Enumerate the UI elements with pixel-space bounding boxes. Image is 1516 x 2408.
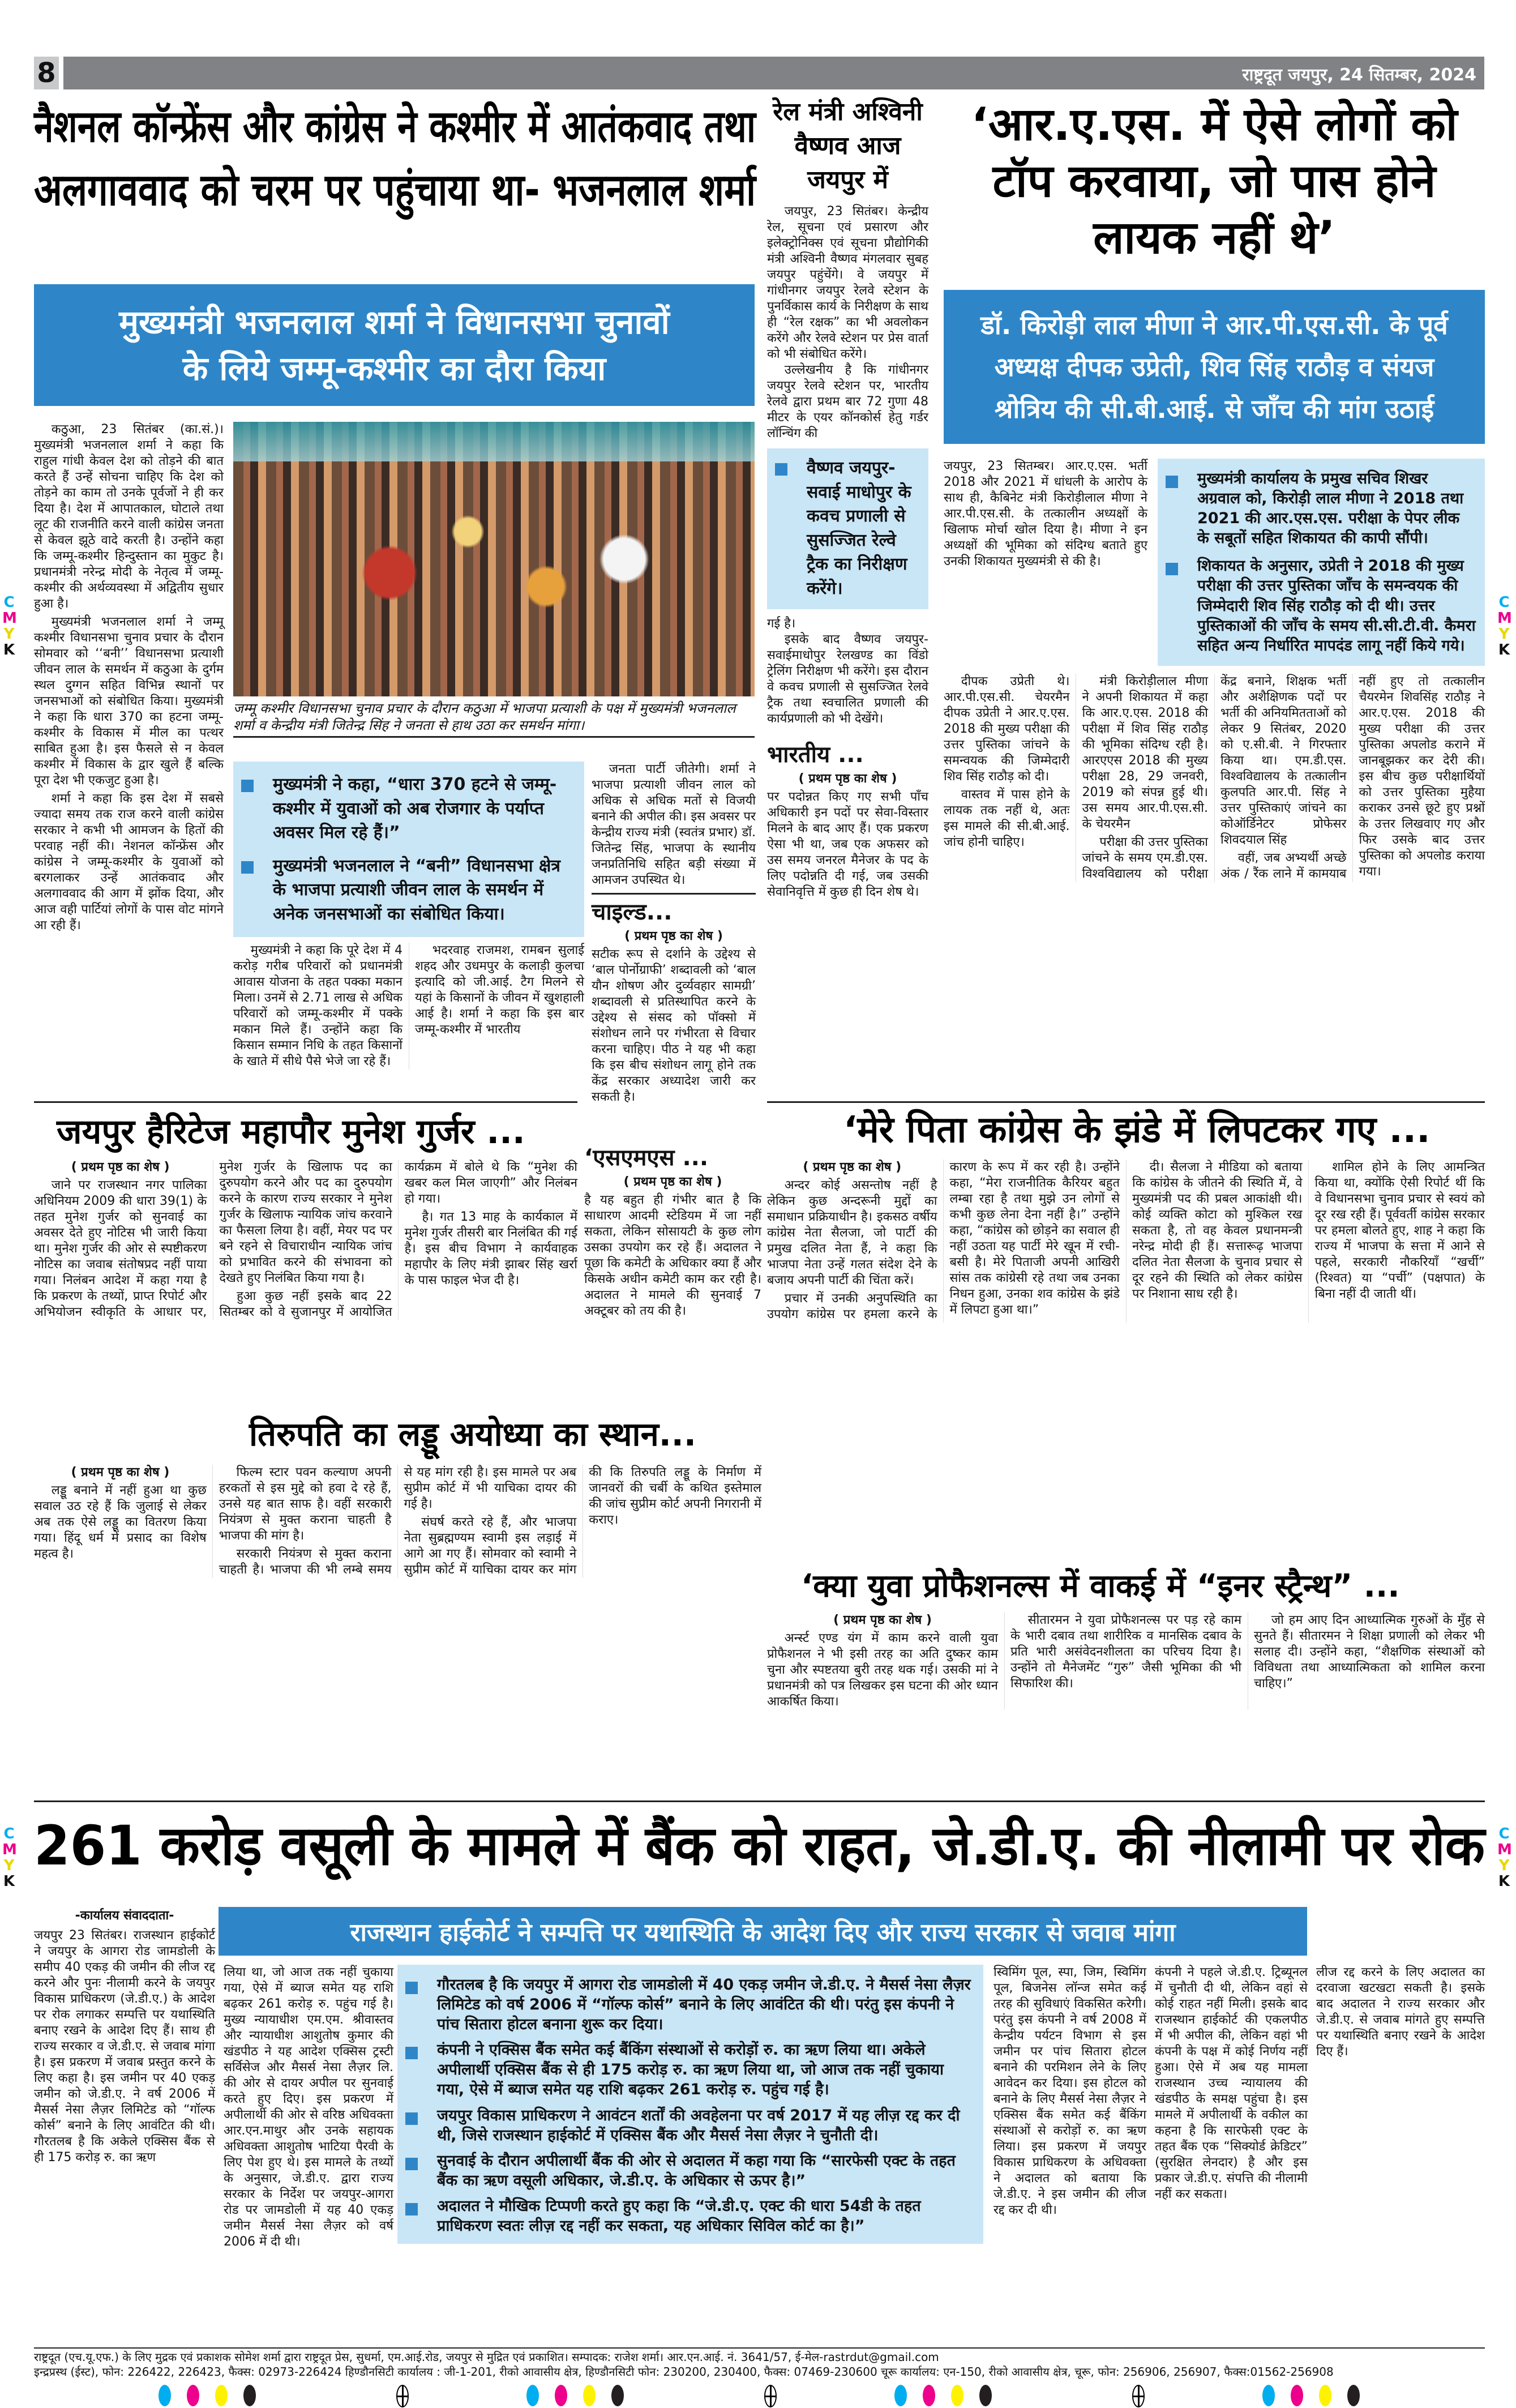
cmyk-m: M bbox=[2, 610, 17, 627]
lead-col2 bbox=[233, 943, 584, 1070]
ras-top-row bbox=[944, 459, 1485, 666]
ras-body bbox=[944, 674, 1485, 882]
registration-marks bbox=[0, 2385, 1516, 2407]
lead-col3-child-flow bbox=[592, 762, 756, 1105]
kicker: ( प्रथम पृष्ठ का शेष ) bbox=[71, 1160, 170, 1174]
ras-body-top bbox=[944, 459, 1147, 570]
caption-block bbox=[233, 700, 755, 738]
kicker: ( प्रथम पृष्ठ का शेष ) bbox=[798, 771, 897, 786]
paragraph: दीपक उप्रेती थे। आर.पी.एस.सी. चेयरमैन दीपक उप्रेती ने आर.ए.एस. 2018 की मुख्य परीक्षा की उत्तर पुस्तिका जांचने के समन्वयक की जिम्मेदारी शिव सिंह राठौड़ को दी। bbox=[944, 674, 1070, 784]
ras-flow bbox=[944, 459, 1485, 882]
paragraph: अन्दर कोई असन्तोष नहीं है लेकिन कुछ अन्दरूनी मुद्दों का समाधान प्रक्रियाधीन है। इकसठ वर्षीय कांग्रेस नेता सैलजा, जो पार्टी की प्रमुख दलित नेता हैं, ने कहा कि भाजपा नेता उन्हें गलत संदेश देने के बजाय अपनी पार्टी की चिंता करें। bbox=[767, 1178, 937, 1288]
paragraph: हुआ कुछ नहीं इसके बाद 22 सितम्बर को वे सुजानपुर में आयोजित कार्यक्रम में बोले थे कि “मुनेश की खबर कल मिल जाएगी” और निलंबन हो गया। bbox=[219, 1160, 577, 1319]
paragraph: प्रचार में उनकी अनुपस्थिति का उपयोग कांग्रेस पर हमला करने के कारण के रूप में कर रही है। उन्होंने कहा, “मेरा राजनीतिक कैरियर बहुत लम्बा रहा है तथा मुझे उन लोगों से कभी कुछ लेना देना नहीं है।” उन्होंने कहा, “कांग्रेस को छोड़ने का सवाल ही नहीं उठता यह पार्टी मेरे खून में रची-बसी है। मेरे पिताजी अपनी आखिरी सांस तक कांग्रेसी रहे तथा जब उनका निधन हुआ, उनका शव कांग्रेस के झंडे में लिपटा हुआ था।” bbox=[767, 1160, 1120, 1321]
lead-headline-line2: अलगाववाद को चरम पर पहुंचाया था- भजनलाल शर्मा bbox=[34, 165, 756, 216]
paragraph: मंत्री किरोड़ीलाल मीणा ने अपनी शिकायत में कहा कि आर.ए.एस. 2018 की परीक्षा में शिव सिंह राठौड़ की भूमिका संदिग्ध रही है। आरएएस 2018 की मुख्य परीक्षा 28, 29 जनवरी, 2019 को संपन्न हुई थी। उस समय आर.पी.एस.सी. के चेयरमैन bbox=[1082, 674, 1208, 831]
lead-callout bbox=[233, 762, 584, 937]
pita-headline: ‘मेरे पिता कांग्रेस के झंडे में लिपटकर गए ... bbox=[843, 1109, 1431, 1151]
cmyk-k: K bbox=[3, 1873, 15, 1890]
section-divider bbox=[34, 1101, 577, 1103]
page-number: 8 bbox=[34, 57, 59, 89]
color-bar-c bbox=[526, 2385, 539, 2406]
paragraph: शर्मा ने कहा कि इस देश में सबसे ज्यादा समय तक राज करने वाली कांग्रेस सरकार ने कभी भी आमजन के हितों की परवाह नहीं की। नेशनल कॉन्फ्रेंस और कांग्रेस ने जम्मू-कश्मीर के युवाओं को बरगलाकर उन्हें आतंकवाद और अलगाववाद की आग में झोंक दिया, और आज वही पार्टियां लोगों के पास वोट मांगने आ रही हैं। bbox=[34, 792, 224, 933]
paragraph: वहीं, जब अभ्यर्थी अच्छे अंक / रैंक लाने में कामयाब नहीं हुए तो तत्कालीन चैयरमेन शिवसिंह राठौड़ ने आर.ए.एस. 2018 की मुख्य परीक्षा की उत्तर पुस्तिका अपलोड कराने में जानबूझकर कर देरी की। इस बीच कुछ परीक्षार्थियों को उत्तर पुस्तिका मुहैया कराकर उनसे छूटे हुए प्रश्नों के उत्तर लिखवाए गए और फिर उसके बाद उत्तर पुस्तिका को अपलोड कराया गया। bbox=[1220, 674, 1485, 881]
cmyk-marks-right bbox=[1497, 594, 1511, 658]
kicker: ( प्रथम पृष्ठ का शेष ) bbox=[624, 929, 723, 943]
cmyk-k: K bbox=[1498, 1873, 1510, 1890]
cmyk-m: M bbox=[2, 1841, 17, 1858]
paragraph: है। गत 13 माह के कार्यकाल में मुनेश गुर्जर तीसरी बार निलंबित की गई है। इस बीच विभाग ने कार्यवाहक महापौर के लिए मंत्री झाबर सिंह खर्रा के पास फाइल भेज दी है। bbox=[404, 1210, 577, 1288]
paragraph: सीतारमन ने युवा प्रोफैशनल्स पर पड़ रहे काम के भारी दबाव तथा शारीरिक व मानसिक दबाव के प्रति भारी असंवेदनशीलता का परिचय दिया है। उन्होंने तो मैनेजमेंट “गुरु” जैसी भूमिका की भी सिफारिश की। bbox=[1010, 1613, 1241, 1691]
masthead-bar bbox=[63, 57, 1484, 89]
paragraph: जनता पार्टी जीतेगी। शर्मा ने भाजपा प्रत्याशी जीवन लाल को अधिक से अधिक मतों से विजयी बनाने की अपील की। इस अवसर पर केन्द्रीय राज्य मंत्री (स्वतंत्र प्रभार) डॉ. जितेन्द्र सिंह, भाजपा के स्थानीय जनप्रतिनिधि सहित बड़ी संख्या में आमजन उपस्थित थे। bbox=[592, 762, 756, 887]
paragraph: उल्लेखनीय है कि गांधीनगर जयपुर रेलवे स्टेशन पर, भारतीय रेलवे द्वारा प्रथम बार 72 गुणा 48 मीटर के एयर कॉनकोर्स हेतु गर्डर लॉन्चिंग की bbox=[767, 363, 928, 440]
color-bar-y bbox=[1319, 2385, 1331, 2406]
color-bar-c bbox=[894, 2385, 907, 2406]
crosshair-mark bbox=[396, 2385, 409, 2407]
crosshair-mark bbox=[1132, 2385, 1145, 2407]
cmyk-m: M bbox=[1497, 1841, 1512, 1858]
rail-body bbox=[767, 204, 928, 442]
jda-col4: कंपनी ने पहले जे.डी.ए. ट्रिब्यूनल में चुनौती दी थी, लेकिन वहां से कोई राहत नहीं मिली। इसके बाद राजस्थान हाईकोर्ट की एकलपीठ में भी अपील की, लेकिन वहां भी कंपनी के पक्ष में कोई निर्णय नहीं हुआ। ऐसे में अब यह मामला राजस्थान उच्च न्यायालय की खंडपीठ के समक्ष पहुंचा है। इस मामले में अपीलार्थी के वकील का कहना है कि सारफेसी एक्ट के तहत बैंक एक “सिक्योर्ड क्रेडिटर” (सुरक्षित लेनदार) है और इस प्रकार जे.डी.ए. संपत्ति की नीलामी नहीं कर सकता। bbox=[1155, 1965, 1308, 2201]
paragraph: वास्तव में पास होने के लायक तक नहीं थे, अतः इस मामले की सी.बी.आई. जांच होनी चाहिए। bbox=[944, 787, 1070, 849]
paragraph: गई है। bbox=[767, 616, 796, 631]
color-bar-y bbox=[583, 2385, 596, 2406]
jda-byline: -कार्यालय संवाददाता- bbox=[75, 1909, 174, 1923]
heritage-headline-wrap bbox=[34, 1113, 577, 1152]
crosshair-mark bbox=[764, 2385, 777, 2407]
cmyk-k: K bbox=[3, 641, 15, 658]
color-bar-m bbox=[923, 2385, 935, 2406]
paragraph: मुख्यमंत्री भजनलाल शर्मा ने जम्मू कश्मीर विधानसभा चुनाव प्रचार के दौरान सोमवार को ‘‘बनी’’ विधानसभा प्रत्याशी जीवन लाल के समर्थन में कठुआ के दुर्गम स्थल दुग्गन सहित विभिन्न स्थानों पर जनसभाओं को संबोधित किया। मुख्यमंत्री ने कहा कि धारा 370 का हटना जम्मू-कश्मीर के विकास में मील का पत्थर साबित हुआ है। इस फैसले से न केवल कश्मीर में विकास के द्वार खुले हैं बल्कि पूरा देश भी एकजुट हुआ है। bbox=[34, 615, 224, 788]
callout-item: मुख्यमंत्री भजनलाल ने “बनी” विधानसभा क्षेत्र के भाजपा प्रत्याशी जीवन लाल के समर्थन में अनेक जनसभाओं का संबोधित किया। bbox=[233, 854, 571, 927]
bhartiya-section bbox=[767, 741, 928, 900]
color-bar-m bbox=[187, 2385, 199, 2406]
color-bar-c bbox=[1262, 2385, 1275, 2406]
callout-item: जयपुर विकास प्राधिकरण ने आवंटन शर्तों की अवहेलना पर वर्ष 2017 में यह लीज़ रद्द कर दी थी, जिसे राजस्थान हाईकोर्ट में एक्सिस बैंक और मैसर्स नेसा लैज़र ने चुनौती दी। bbox=[397, 2106, 972, 2145]
divider bbox=[592, 893, 756, 895]
kicker: ( प्रथम पृष्ठ का शेष ) bbox=[623, 1175, 722, 1189]
paragraph: पर पदोन्नत किए गए सभी पाँच अधिकारी इन पदों पर सेवा-विस्तार मिलने के बाद आए हैं। एक प्रकरण ऐसा भी था, जब एक अफसर को उस समय जनरल मैनेजर के पद के लिए पदोन्नति दी गई, जब उसकी सेवानिवृत्ति में कुछ ही दिन शेष थे। bbox=[767, 789, 928, 899]
paragraph: भदरवाह राजमश, रामबन सुलाई शहद और उधमपुर के कलाड़ी कुलचा इत्यादि को जी.आई. टैग मिलने से यहां के किसानों के जीवन में खुशहाली आई है। शर्मा ने कहा कि इस बार जम्मू-कश्मीर में भारतीय bbox=[415, 943, 584, 1037]
cmyk-m: M bbox=[1497, 610, 1512, 627]
color-bar-k bbox=[979, 2385, 992, 2406]
cmyk-c: C bbox=[1498, 1825, 1510, 1842]
cmyk-k: K bbox=[1498, 641, 1510, 658]
paragraph: दी। सैलजा ने मीडिया को बताया कि कांग्रेस के जीतने की स्थिति में, वे मुख्यमंत्री पद की प्रबल आकांक्षी थी। कोई व्यक्ति कोटा को मुश्किल रख सकता है, तो वह केवल प्रधानमन्त्री नरेन्द्र मोदी ही हैं। सत्तारूढ़ भाजपा दलित नेता सैलजा के चुनाव प्रचार से दूर रहने की स्थिति को लेकर कांग्रेस पर निशाना साध रही है। bbox=[1132, 1160, 1303, 1301]
kicker: ( प्रथम पृष्ठ का शेष ) bbox=[71, 1465, 170, 1479]
callout-item: कंपनी ने एक्सिस बैंक समेत कई बैंकिंग संस्थाओं से करोड़ों रु. का ऋण लिया था। अकेले अपीलार्थी एक्सिस बैंक से ही 175 करोड़ रु. का ऋण लिया था, जो आज तक नहीं चुकाया गया, ऐसे में ब्याज समेत यह राशि बढ़कर 261 करोड़ रु. पहुंच गई है। bbox=[397, 2040, 972, 2099]
paragraph: इसके बाद वैष्णव जयपुर-सवाईमाधोपुर रेलखण्ड का विंडो ट्रेलिंग निरीक्षण भी करेंगे। इस दौरान वे कवच प्रणाली से सुसज्जित रेलवे ट्रैक तथा स्वचालित प्रणाली की कार्यप्रणाली को भी देखेंगे। bbox=[767, 632, 928, 726]
tirupati-headline-wrap bbox=[34, 1415, 719, 1453]
heritage-headline: जयपुर हैरिटेज महापौर मुनेश गुर्जर ... bbox=[57, 1112, 525, 1152]
lead-subhead bbox=[34, 284, 755, 406]
rail-body-2 bbox=[767, 616, 928, 727]
cmyk-c: C bbox=[1498, 594, 1510, 611]
cmyk-y: Y bbox=[3, 626, 15, 643]
color-bar-k bbox=[611, 2385, 624, 2406]
cmyk-y: Y bbox=[1498, 626, 1510, 643]
section-headline: ‘एसएमएस ... bbox=[584, 1145, 709, 1171]
paragraph: सरकारी नियंत्रण से मुक्त कराना चाहती है। भाजपा की भी लम्बे समय से यह मांग रही है। इस मामले पर अब सुप्रीम कोर्ट में भी याचिका दायर की गई है। bbox=[219, 1465, 577, 1577]
lead-col1 bbox=[34, 422, 224, 936]
lead-headline-line2-wrap bbox=[34, 159, 756, 222]
imprint-line2: इन्द्रप्रस्थ (ईस्ट), फोन: 226422, 226423, फैक्स: 02973-226424 हिण्डौनसिटी कार्यालय : जी-1-201, रीको आवासीय क्षेत्र, हिण्डौनसिटी फोन: 230200, 230400, फैक्स: 07469-230600 चूरू कार्यालय: एन-150, रीको आवासीय क्षेत्र, चूरू, फोन: 256906, 256907, फैक्स:01562-256908 bbox=[34, 2365, 1334, 2379]
photo-caption: जम्मू कश्मीर विधानसभा चुनाव प्रचार के दौरान कठुआ में भाजपा प्रत्याशी के पक्ष में मुख्यमंत्री भजनलाल शर्मा व केन्द्रीय मंत्री जितेन्द्र सिंह ने जनता से हाथ उठा कर समर्थन मांगा। bbox=[233, 700, 736, 733]
paragraph: कठुआ, 23 सितंबर (का.सं.)। मुख्यमंत्री भजनलाल शर्मा ने कहा कि राहुल गांधी केवल देश को तोड़ने की बात करते हैं उन्हें सोचना चाहिए कि देश को तोड़ने का काम तो उनके पूर्वजों ने ही कर दिया है। देश में आपातकाल, घोटाले तथा लूट की राजनीति करने वाली कांग्रेस जनता से केवल झूठे वादे करती है। उन्होंने कहा कि जम्मू-कश्मीर हिन्दुस्तान का मुकुट है। प्रधानमंत्री नरेन्द्र मोदी के नेतृत्व में जम्मू-कश्मीर की अर्थव्यवस्था में अद्वितीय सुधार हुआ है। bbox=[34, 422, 224, 611]
sms-section bbox=[584, 1144, 761, 1319]
section-divider bbox=[34, 1800, 1485, 1802]
rail-column bbox=[767, 95, 928, 900]
cmyk-y: Y bbox=[1498, 1857, 1510, 1874]
paragraph: अर्न्स्ट एण्ड यंग में काम करने वाली युवा प्रोफैशनल ने भी इसी तरह का अति दुष्कर काम चुना और स्पष्टतया बुरी तरह थक गई। उसकी मां ने प्रधानमंत्री को पत्र लिखकर इस घटना की ओर ध्यान आकर्षित किया। bbox=[767, 1631, 998, 1709]
pita-body bbox=[767, 1160, 1485, 1323]
jda-callout bbox=[397, 1965, 983, 2244]
color-bar-c bbox=[159, 2385, 171, 2406]
cmyk-c: C bbox=[3, 1825, 15, 1842]
paragraph: संघर्ष करते रहे हैं, और भाजपा नेता सुब्रह्मण्यम स्वामी इस लड़ाई में आगे आ गए हैं। सोमवार को स्वामी ने सुप्रीम कोर्ट में याचिका दायर कर मांग की कि तिरुपति लड्डू के निर्माण में जानवरों की चर्बी के कथित इस्तेमाल की जांच सुप्रीम कोर्ट अपनी निगरानी में कराए। bbox=[404, 1465, 761, 1577]
lead-headline-line1: नैशनल कॉन्फ्रेंस और कांग्रेस ने कश्मीर में आतंकवाद तथा bbox=[34, 101, 756, 152]
jda-subhead bbox=[219, 1907, 1307, 1956]
lead-headline-line1-wrap bbox=[34, 95, 756, 159]
section-headline: भारतीय ... bbox=[767, 741, 864, 768]
paragraph: जो हम आए दिन आध्यात्मिक गुरुओं के मुँह से सुनते हैं। सीतारमन ने शिक्षा प्रणाली को लेकर भी सलाह दी। उन्होंने कहा, “शैक्षणिक संस्थाओं को विविधता तथा आध्यात्मिकता को शामिल करना चाहिए।” bbox=[1254, 1613, 1485, 1691]
jda-subhead-text: राजस्थान हाईकोर्ट ने सम्पत्ति पर यथास्थिति के आदेश दिए और राज्य सरकार से जवाब मांगा bbox=[350, 1918, 1176, 1947]
jda-headline-wrap bbox=[34, 1812, 1485, 1880]
heritage-body bbox=[34, 1160, 577, 1320]
lead-headline bbox=[34, 95, 756, 222]
rail-callout bbox=[767, 448, 928, 609]
divider bbox=[233, 736, 755, 738]
heritage-section bbox=[34, 1113, 577, 1320]
color-bar-m bbox=[555, 2385, 567, 2406]
paragraph: है यह बहुत ही गंभीर बात है कि साधारण आदमी स्टेडियम में जा नहीं सकता, लेकिन सोसायटी के कुछ लोग उसका उपयोग कर रहे हैं। अदालत ने पूछा कि कमेटी के अधिकार क्या हैं और किसके अधीन कमेटी काम कर रही है। अदालत ने मामले की सुनवाई 7 अक्टूबर को तय की है। bbox=[584, 1193, 761, 1318]
paragraph: लड्डू बनाने में नहीं हुआ था कुछ सवाल उठ रहे हैं कि जुलाई से लेकर अब तक ऐसे लड्डू का वितरण किया गया। हिंदू धर्म में प्रसाद का विशेष महत्व है। bbox=[34, 1483, 207, 1561]
imprint bbox=[34, 2350, 1485, 2379]
callout-item: सुनवाई के दौरान अपीलार्थी बैंक की ओर से अदालत में कहा गया कि “सारफेसी एक्ट के तहत बैंक का ऋण वसूली अधिकार, जे.डी.ए. के अधिकार से ऊपर है।” bbox=[397, 2151, 972, 2191]
section-divider bbox=[767, 1101, 1485, 1103]
ras-callout bbox=[1158, 459, 1485, 666]
jda-col3: स्विमिंग पूल, स्पा, जिम, स्विमिंग पूल, बिजनेस लॉन्ज समेत कई तरह की सुविधाएं विकसित करेगी। परंतु इस कंपनी ने वर्ष 2008 में केन्द्रीय पर्यटन विभाग से इस जमीन पर पांच सितारा होटल बनाने की परमिशन लेने के लिए आवेदन कर दिया। इस होटल को बनाने के लिए मैसर्स नेसा लैज़र ने एक्सिस बैंक समेत कई बैंकिंग संस्थाओं से करोड़ों रु. का ऋण लिया। इस प्रकरण में जयपुर विकास प्राधिकरण के अधिवक्ता ने अदालत को बताया कि जे.डी.ए. ने इस जमीन की लीज रद्द कर दी थी। bbox=[993, 1965, 1146, 2217]
color-bar-y bbox=[215, 2385, 228, 2406]
callout-item: मुख्यमंत्री कार्यालय के प्रमुख सचिव शिखर अग्रवाल को, किरोड़ी लाल मीणा ने 2018 तथा 2021 की आर.एस.एस. परीक्षा के पेपर लीक के सबूतों सहित शिकायत की कापी सौंपी। bbox=[1158, 469, 1476, 548]
rally-photo bbox=[233, 422, 755, 696]
paragraph: शामिल होने के लिए आमन्त्रित किया था, क्योंकि ऐसी रिपोर्ट थीं कि वे विधानसभा चुनाव प्रचार से स्वयं को दूर रख रही हैं। पूर्ववर्ती कांग्रेस सरकार पर हमला बोलते हुए, शाह ने कहा कि राज्य में भाजपा के सत्ता में आने से पहले, सरकारी नौकरियाँ “खर्ची” (रिश्वत) या “पर्ची” (पक्षपात) के बिना नहीं दी जाती थीं। bbox=[1314, 1160, 1485, 1301]
callout-item: अदालत ने मौखिक टिप्पणी करते हुए कहा कि “जे.डी.ए. एक्ट की धारा 54डी के तहत प्राधिकरण स्वतः लीज़ रद्द नहीं कर सकता, यह अधिकार सिविल कोर्ट का है।” bbox=[397, 2196, 972, 2236]
paragraph: सटीक रूप से दर्शाने के उद्देश्य से ‘बाल पोर्नोग्राफी’ शब्दावली को ‘बाल यौन शोषण और दुर्व्यवहार सामग्री’ शब्दावली से प्रतिस्थापित करने के उद्देश्य से संसद को पॉक्सो में संशोधन लाने पर गंभीरता से विचार करना चाहिए। पीठ ने यह भी कहा कि इस बीच संशोधन लागू होने तक केंद्र सरकार अध्यादेश जारी कर सकती है। bbox=[592, 947, 756, 1104]
yuva-body bbox=[767, 1613, 1485, 1710]
cmyk-marks-left bbox=[2, 594, 16, 658]
section-headline: चाइल्ड... bbox=[592, 899, 673, 925]
jda-col5: लीज रद्द करने के लिए अदालत का दरवाजा खटखटा सकती है। इसके बाद अदालत ने राज्य सरकार और जे.डी.ए. से जवाब मांगते हुए सम्पत्ति पर यथास्थिति बनाए रखने के आदेश दिए हैं। bbox=[1316, 1965, 1485, 2059]
child-section bbox=[592, 898, 756, 1105]
imprint-line1: राष्ट्रदूत (एच.यू.एफ.) के लिए मुद्रक एवं प्रकाशक सोमेश शर्मा द्वारा राष्ट्रदूत प्रेस, सुधर्मा, एम.आई.रोड, जयपुर से मुद्रित एवं प्रकाशित। सम्पादक: राजेश शर्मा। आर.एन.आई. नं. 3641/57, ई-मेल-rastrdut@gmail.com bbox=[34, 2350, 939, 2364]
yuva-headline: ‘क्या युवा प्रोफैशनल्स में वाकई में “इनर स्ट्रैन्थ” ... bbox=[801, 1568, 1400, 1605]
ras-headline: ‘आर.ए.एस. में ऐसे लोगों को टॉप करवाया, जो पास होने लायक नहीं थे’ bbox=[971, 98, 1458, 264]
jda-headline: 261 करोड़ वसूली के मामले में बैंक को राहत, जे.डी.ए. की नीलामी पर रोक bbox=[34, 1814, 1485, 1877]
color-bar-y bbox=[951, 2385, 963, 2406]
cmyk-c: C bbox=[3, 594, 15, 611]
photo-canopy bbox=[233, 422, 755, 461]
paragraph: फिल्म स्टार पवन कल्याण अपनी हरकतों से इस मुद्दे को हवा दे रहे हैं, उनसे यह बात साफ है। वहीं सरकारी नियंत्रण से मुक्त कराना चाहती है भाजपा की मांग है। bbox=[219, 1465, 392, 1543]
masthead-date: राष्ट्रदूत जयपुर, 24 सितम्बर, 2024 bbox=[1242, 65, 1476, 85]
tirupati-headline: तिरुपति का लड्डू अयोध्या का स्थान... bbox=[249, 1415, 696, 1453]
tirupati-section bbox=[34, 1415, 761, 1578]
tirupati-body bbox=[34, 1465, 761, 1578]
ras-subhead bbox=[944, 290, 1485, 444]
cmyk-marks-right-2 bbox=[1497, 1826, 1511, 1889]
callout-item: गौरतलब है कि जयपुर में आगरा रोड जामडोली में 40 एकड़ जमीन जे.डी.ए. ने मैसर्स नेसा लैज़र लिमिटेड को वर्ष 2006 में “गॉल्फ कोर्स” बनाने के लिए आवंटित की थी। परंतु इस कंपनी ने पांच सितारा होटल बनाना शुरू कर दिया। bbox=[397, 1975, 972, 2034]
kicker: ( प्रथम पृष्ठ का शेष ) bbox=[803, 1160, 902, 1174]
color-bar-k bbox=[243, 2385, 256, 2406]
paragraph: परीक्षा की उत्तर पुस्तिका जांचने के समय एम.डी.एस. विश्वविद्यालय को परीक्षा केंद्र बनाने, शिक्षक भर्ती और अशैक्षिणक पदों पर भर्ती की अनियमितताओं को लेकर 9 सितंबर, 2020 को ए.सी.बी. ने गिरफ्तार किया था। एम.डी.एस. विश्वविद्यालय के तत्कालीन कुलपति आर.पी. सिंह ने उत्तर पुस्तिकाएं जांचने का कोऑर्डिनेटर प्रोफेसर शिवदयाल सिंह bbox=[1082, 674, 1347, 881]
jda-col1: जयपुर 23 सितंबर। राजस्थान हाईकोर्ट ने जयपुर के आगरा रोड जामडोली के समीप 40 एकड़ की जमीन की लीज रद्द करने और पुनः नीलामी करने के जयपुर विकास प्राधिकरण (जे.डी.ए.) के आदेश पर रोक लगाकर सम्पत्ति पर यथास्थिति बनाए रखने के आदेश दिए हैं। साथ ही राज्य सरकार व जे.डी.ए. से जवाब मांगा है। इस प्रकरण में जवाब प्रस्तुत करने के लिए कहा है। इस जमीन पर 40 एकड़ जमीन को जे.डी.ए. ने वर्ष 2006 में मैसर्स नेसा लैज़र लिमिटेड को “गॉल्फ कोर्स” बनाने के लिए आवंटित की थी। गौरतलब है कि अकेले एक्सिस बैंक से ही 175 करोड़ रु. का ऋण bbox=[34, 1928, 215, 2165]
yuva-section bbox=[767, 1568, 1485, 1710]
color-bar-k bbox=[1347, 2385, 1360, 2406]
lead-callout-flow bbox=[233, 762, 584, 1070]
paragraph: जयपुर, 23 सितम्बर। आर.ए.एस. भर्ती 2018 और 2021 में धांधली के आरोप के साथ ही, कैबिनेट मंत्री किरोड़ीलाल मीणा ने आर.पी.एस.सी. के तत्कालीन अध्यक्षों के खिलाफ मोर्चा खोल दिया है। मीणा ने इन अध्यक्षों की भूमिका को संदिग्ध बताते हुए उनकी शिकायत मुख्यमंत्री से की है। bbox=[944, 459, 1147, 568]
jda-col2: लिया था, जो आज तक नहीं चुकाया गया, ऐसे में ब्याज समेत यह राशि बढ़कर 261 करोड़ रु. पहुंच गई है। मुख्य न्यायाधीश एम.एम. श्रीवास्तव और न्यायाधीश आशुतोष कुमार की खंडपीठ ने यह आदेश एक्सिस ट्रस्टी सर्विसेज और मैसर्स नेसा लैज़र लि. की ओर से दायर अपील पर सुनवाई करते हुए दिए। इस प्रकरण में अपीलार्थी की ओर से वरिष्ठ अधिवक्ता आर.एन.माथुर और उनके सहायक अधिवक्ता आशुतोष भाटिया पैरवी के लिए पेश हुए थे। इस मामले के तथ्यों के अनुसार, जे.डी.ए. द्वारा राज्य सरकार के निर्देश पर जयपुर-आगरा रोड पर जामडोली में यह 40 एकड़ जमीन मैसर्स नेसा लैज़र को वर्ष 2006 में दी थी। bbox=[224, 1965, 393, 2249]
pita-headline-wrap bbox=[767, 1110, 1485, 1152]
color-bar-m bbox=[1291, 2385, 1303, 2406]
paragraph: मुख्यमंत्री ने कहा कि पूरे देश में 4 करोड़ गरीब परिवारों को प्रधानमंत्री आवास योजना के तहत पक्का मकान मिला। उनमें से 2.71 लाख से अधिक परिवारों को जम्मू-कश्मीर में पक्के मकान मिले हैं। उन्होंने कहा कि किसान सम्मान निधि के तहत किसानों के खाते में सीधे पैसे भेजे जा रहे हैं। bbox=[233, 943, 402, 1068]
yuva-headline-wrap bbox=[767, 1568, 1469, 1605]
lead-subhead-text: मुख्यमंत्री भजनलाल शर्मा ने विधानसभा चुनावों के लिये जम्मू-कश्मीर का दौरा किया bbox=[119, 302, 670, 388]
ras-subhead-text: डॉ. किरोड़ी लाल मीणा ने आर.पी.एस.सी. के पूर्व अध्यक्ष दीपक उप्रेती, शिव सिंह राठौड़ व संयज श्रोत्रिय की सी.बी.आई. से जाँच की मांग उठाई bbox=[980, 310, 1448, 424]
callout-item: शिकायत के अनुसार, उप्रेती ने 2018 की मुख्य परीक्षा की उत्तर पुस्तिका जाँच के समन्वयक की जिम्मेदारी शिव सिंह राठौड़ को दी थी। उत्तर पुस्तिकाओं की जाँच के समय सी.सी.टी.वी. कैमरा सहित अन्य निर्धारित मापदंड लागू नहीं किये गये। bbox=[1158, 556, 1476, 655]
paragraph: जयपुर, 23 सितंबर। केन्द्रीय रेल, सूचना एवं प्रसारण और इलेक्ट्रोनिक्स एवं सूचना प्रौद्योगिकी मंत्री अश्विनी वैष्णव मंगलवार सुबह जयपुर पहुंचेंगे। वे जयपुर में गांधीनगर जयपुर रेलवे स्टेशन के पुनर्विकास कार्य के निरीक्षण के साथ ही “रेल रक्षक” का भी अवलोकन करेंगे और रेलवे स्टेशन पर प्रेस वार्ता को भी संबोधित करेंगे। bbox=[767, 204, 928, 361]
cmyk-marks-left-2 bbox=[2, 1826, 16, 1889]
footer-divider bbox=[34, 2347, 1485, 2349]
cmyk-y: Y bbox=[3, 1857, 15, 1874]
rail-headline: रेल मंत्री अश्विनी वैष्णव आज जयपुर में bbox=[773, 97, 923, 194]
lead-col3 bbox=[592, 762, 756, 888]
kicker: ( प्रथम पृष्ठ का शेष ) bbox=[833, 1613, 932, 1628]
pita-section bbox=[767, 1110, 1485, 1323]
callout-item: वैष्णव जयपुर-सवाई माधोपुर के कवच प्रणाली से सुसज्जित रेल्वे ट्रैक का निरीक्षण करेंगे। bbox=[767, 456, 923, 601]
paragraph: जाने पर राजस्थान नगर पालिका अधिनियम 2009 की धारा 39(1) के तहत मुनेश गुर्जर को सुनवाई का अवसर देते हुए नोटिस भी जारी किया था। मुनेश गुर्जर की ओर से स्पष्टीकरण नोटिस का जवाब संतोषप्रद नहीं पाया गया। निलंबन आदेश में कहा गया है कि प्रकरण के तथ्यों, प्राप्त रिपोर्ट और अभियोजन स्वीकृति के आधार पर, मुनेश गुर्जर के खिलाफ पद का दुरुपयोग करने और पद का दुरुपयोग करने के कारण राज्य सरकार ने मुनेश गुर्जर के खिलाफ न्यायिक जांच करवाने का फैसला लिया है। वहीं, मेयर पद पर बने रहने से विचाराधीन न्यायिक जांच को प्रभावित करने की संभावना को देखते हुए निलंबित किया गया है। bbox=[34, 1160, 392, 1319]
callout-item: मुख्यमंत्री ने कहा, “धारा 370 हटने से जम्मू-कश्मीर में युवाओं को अब रोजगार के पर्याप्त अवसर मिल रहे हैं।” bbox=[233, 773, 571, 845]
